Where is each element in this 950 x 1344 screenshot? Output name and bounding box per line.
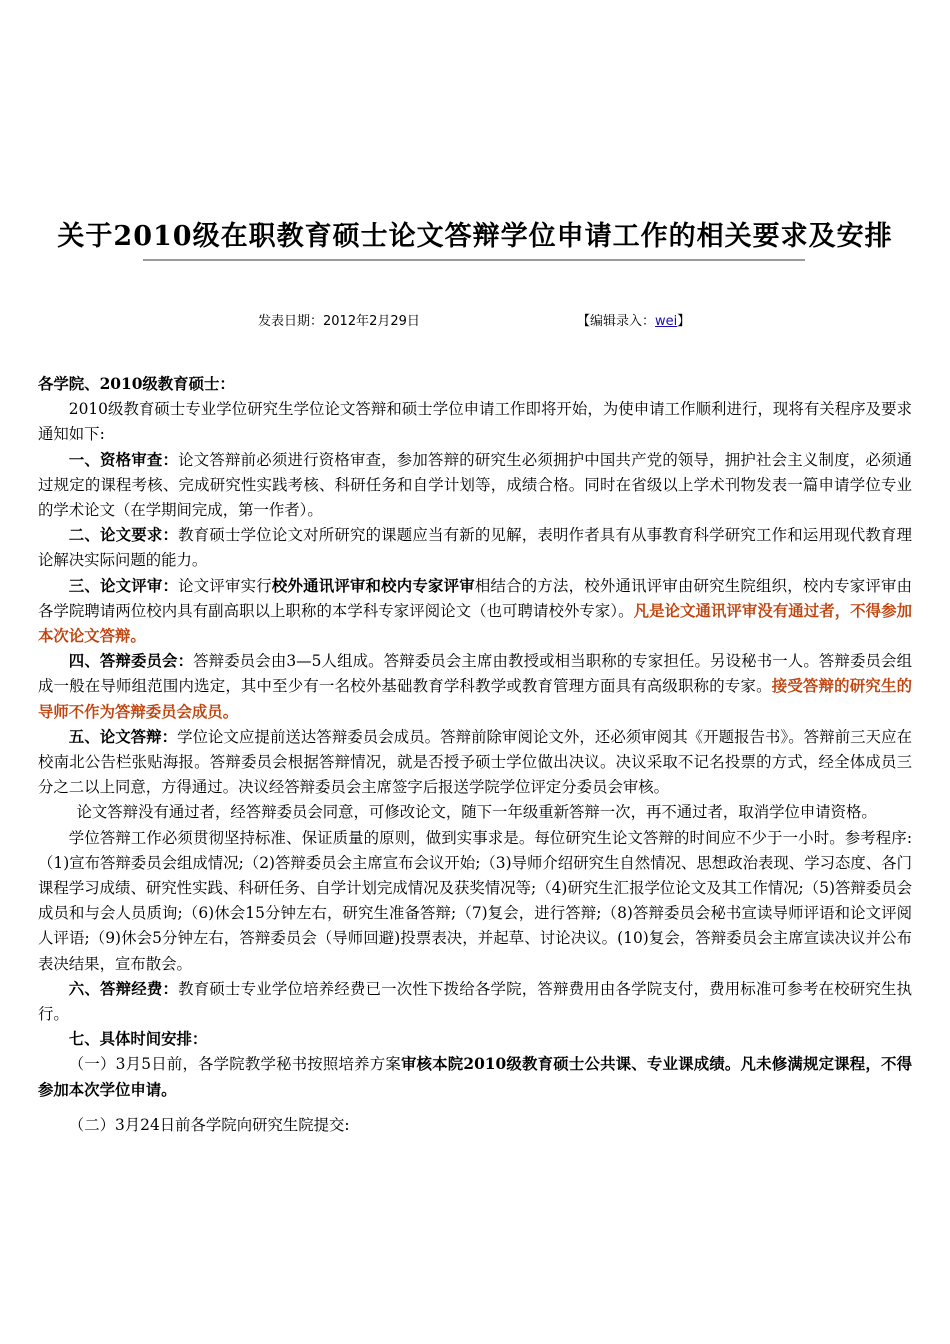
section-defense [38,725,912,801]
section-heading: 六、答辩经费： [68,979,179,998]
section-warning: 凡是论文通讯评审没有通过者，不得参加本次论文答辩。 [38,601,912,646]
section-text: 答辩委员会由3—5人组成。答辩委员会主席由教授或相当职称的专家担任。另设秘书一人。答辩委员会组成一般在导师组范围内选定，其中至少有一名校外基础教育学科教学或教育管理方面具有高级职称的专家。 [38,652,912,696]
section-text: 论文答辩前必须进行资格审查，参加答辩的研究生必须拥护中国共产党的领导，拥护社会主义制度，必须通过规定的课程考核、完成研究性实践考核、科研任务和自学计划等，成绩合格。同时在省级以上学术刊物发表一篇申请学位专业的学术论文（在学期间完成，第一作者）。 [38,450,912,520]
salutation: 各学院、2010级教育硕士： [38,375,235,393]
intro-paragraph: 2010级教育硕士专业学位研究生学位论文答辩和硕士学位申请工作即将开始，为使申请工作顺利进行，现将有关程序及要求通知如下: [38,400,912,444]
section-schedule [38,1027,912,1052]
schedule-text: （一）3月5日前，各学院教学秘书按照培养方案 [68,1055,401,1074]
section-heading: 二、论文要求： [68,526,179,545]
procedure-paragraph: 学位答辩工作必须贯彻坚持标准、保证质量的原则，做到实事求是。每位研究生论文答辩的时间应不少于一小时。参考程序:（1)宣布答辩委员会组成情况;（2)答辩委员会主席宣布会议开始;（3)导师介绍研究生自然情况、思想政治表现、学习态度、各门课程学习成绩、研究性实践、科研任务、自学计划完成情况及获奖情况等;（4)研究生汇报学位论文及其工作情况;（5)答辩委员会成员和与会人员质询;（6)休会15分钟左右，研究生准备答辩;（7)复会，进行答辩;（8)答辩委员会秘书宣读导师评语和论文评阅人评语;（9)休会5分钟左右，答辩委员会（导师回避)投票表决，并起草、讨论决议。(10)复会，答辩委员会主席宣读决议并公布表决结果，宣布散会。 [38,828,912,973]
document-body [38,372,912,1138]
schedule-item-1 [38,1052,912,1102]
editor-prefix: 【编辑录入： [577,314,656,329]
section-text: 教育硕士专业学位培养经费已一次性下拨给各学院，答辩费用由各学院支付，费用标准可参考在校研究生执行。 [38,979,912,1024]
section-thesis-requirements [38,523,912,573]
schedule-emphasis: 审核本院2010级教育硕士公共课、专业课成绩。凡未修满规定课程，不得参加本次学位申请。 [38,1055,912,1099]
section-text: 教育硕士学位论文对所研究的课题应当有新的见解，表明作者具有从事教育科学研究工作和运用现代教育理论解决实际问题的能力。 [38,526,912,570]
section-heading: 四、答辩委员会： [68,652,194,671]
editor-info [577,313,690,331]
section-heading: 一、资格审查： [68,450,179,469]
section-text: 论文评审实行 [178,576,272,595]
section-eligibility [38,448,912,524]
section-heading: 三、论文评审： [68,576,179,595]
section-warning: 接受答辩的研究生的导师不作为答辩委员会成员。 [38,677,912,721]
publish-date: 发表日期：2012年2月29日 [258,314,420,329]
section-text: 学位论文应提前送达答辩委员会成员。答辩前除审阅论文外，还必须审阅其《开题报告书》。答辩前三天应在校南北公告栏张贴海报。答辩委员会根据答辩情况，就是否授予硕士学位做出决议。决议采取不记名投票的方式，经全体成员三分之二以上同意，方得通过。决议经答辩委员会主席签字后报送学院学位评定分委员会审核。 [38,727,912,797]
section-heading: 七、具体时间安排： [68,1030,208,1049]
section-emphasis: 校外通讯评审和校内专家评审 [271,576,475,595]
editor-link[interactable]: wei [655,314,678,329]
section-committee [38,649,912,725]
section-text: 相结合的方法，校外通讯评审由研究生院组织，校内专家评审由各学院聘请两位校内具有副高职以上职称的本学科专家评阅论文（也可聘请校外专家）。 [38,576,912,620]
editor-suffix: 】 [677,314,691,329]
fail-policy-paragraph: 论文答辩没有通过者，经答辩委员会同意，可修改论文，随下一年级重新答辩一次，再不通过者，取消学位申请资格。 [76,803,877,822]
schedule-item-2: （二）3月24日前各学院向研究生院提交: [68,1115,350,1134]
document-title: 关于2010级在职教育硕士论文答辩学位申请工作的相关要求及安排 [57,221,893,252]
section-funding [38,977,912,1027]
title-divider [143,259,805,261]
section-thesis-review [38,574,912,650]
section-heading: 五、论文答辩： [68,727,178,746]
